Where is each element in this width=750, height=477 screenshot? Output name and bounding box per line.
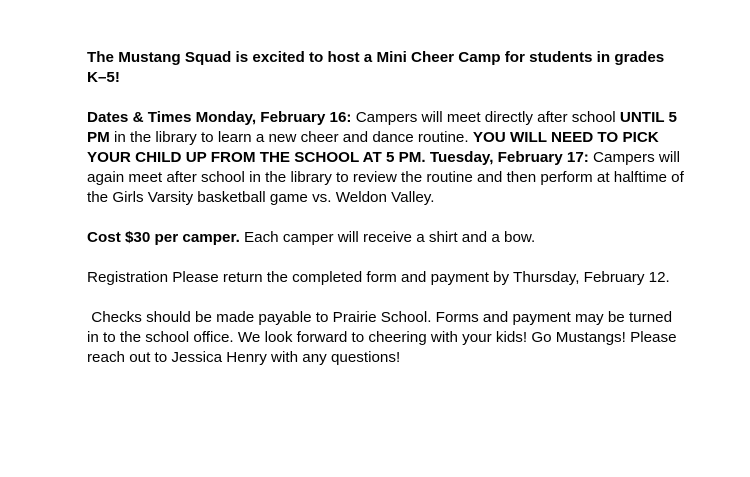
closing-text: Checks should be made payable to Prairie School. Forms and payment may be turned in to the school office. We look forward to cheering with your kids! Go Mustangs! Please reach out to Jessica Henry with any questions! [87, 309, 677, 366]
cost-paragraph [87, 228, 687, 248]
cost-text: Each camper will receive a shirt and a bow. [239, 229, 536, 246]
dates-text-1: Campers will meet directly after school [351, 109, 620, 126]
dates-heading: Dates & Times Monday, February 16: [87, 109, 352, 126]
dates-paragraph [87, 108, 687, 208]
intro-paragraph [87, 48, 687, 88]
cost-heading: Cost $30 per camper. [87, 229, 240, 246]
dates-text-3: Campers will again meet after school in the library to review the routine and then perform at halftime of the Girls Varsity basketball game vs. Weldon Valley. [87, 149, 684, 206]
closing-paragraph [87, 308, 687, 368]
registration-paragraph [87, 268, 687, 288]
registration-text: Registration Please return the completed form and payment by Thursday, February 12. [87, 269, 670, 286]
dates-bold-1: UNTIL 5 PM [87, 109, 677, 146]
dates-bold-2: YOU WILL NEED TO PICK YOUR CHILD UP FROM THE SCHOOL AT 5 PM. Tuesday, February 17: [87, 129, 659, 166]
intro-text: The Mustang Squad is excited to host a Mini Cheer Camp for students in grades K–5! [87, 49, 665, 86]
flyer-document [87, 48, 687, 368]
dates-text-2: in the library to learn a new cheer and dance routine. [109, 129, 473, 146]
